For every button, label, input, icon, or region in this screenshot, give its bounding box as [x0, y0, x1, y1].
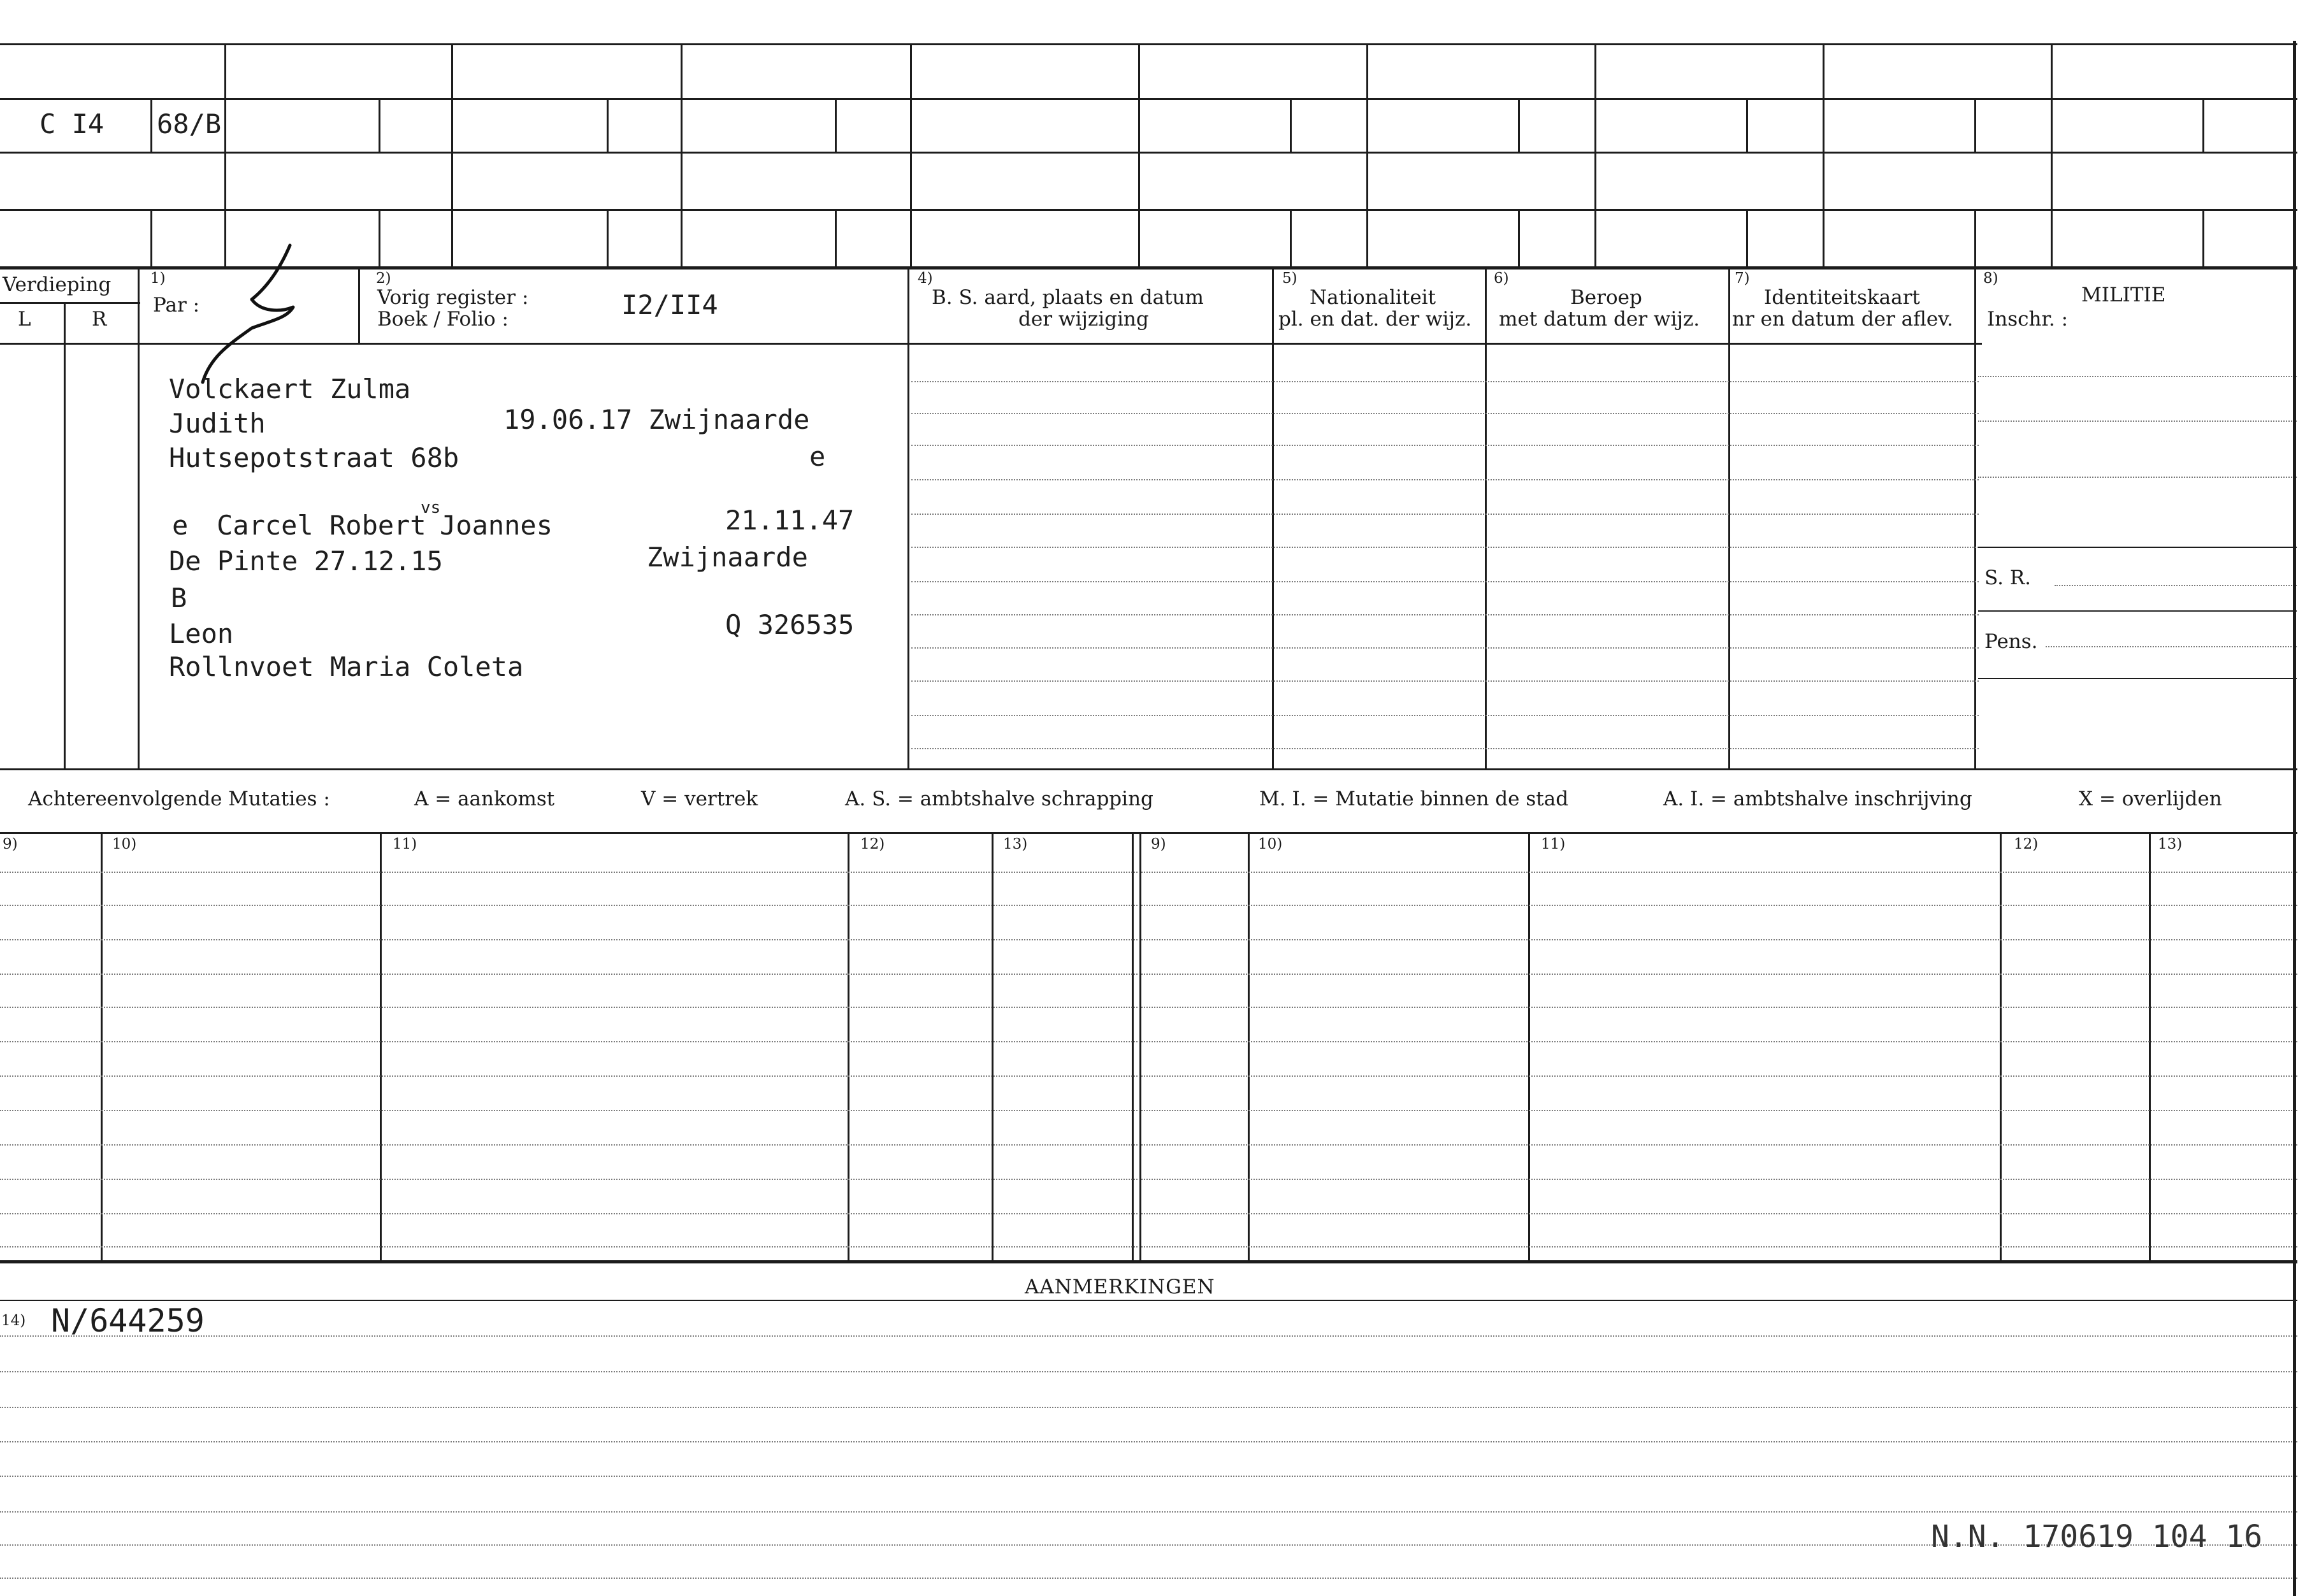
ruled-line [911, 581, 1979, 582]
ruled-line [911, 680, 1979, 682]
ruled-line [0, 1246, 2297, 1247]
spouse-prefix: e [172, 510, 189, 541]
ruled-line [0, 1511, 2297, 1513]
ruled-line [0, 1371, 2297, 1372]
mut-col9-right: 9) [1151, 836, 1166, 852]
verdieping-label: Verdieping [3, 273, 112, 296]
ruled-line [911, 748, 1979, 749]
ruled-line [0, 1407, 2297, 1408]
ruled-line [0, 1110, 2297, 1111]
ruled-line [0, 1179, 2297, 1180]
col2-number: 2) [376, 270, 391, 287]
ruled-line [911, 614, 1979, 615]
mut-col11-left: 11) [393, 836, 417, 852]
mut-col10-left: 10) [112, 836, 137, 852]
rule [848, 833, 849, 1263]
rule [2293, 41, 2296, 1596]
mut-col11-right: 11) [1541, 836, 1566, 852]
spouse-superscript: vs [421, 498, 441, 517]
rule [101, 833, 103, 1263]
ruled-line [911, 514, 1979, 515]
par-label: Par : [153, 294, 200, 317]
ruled-line [0, 939, 2297, 940]
ruled-line [0, 1007, 2297, 1008]
col8-number: 8) [1983, 270, 1998, 287]
mut-col9-left: 9) [3, 836, 18, 852]
rule [1139, 833, 1141, 1263]
ruled-line [0, 1041, 2297, 1042]
mutation-code-as: A. S. = ambtshalve schrapping [845, 787, 1153, 810]
ruled-line [0, 1075, 2297, 1077]
col6-header-line2: met datum der wijz. [1499, 308, 1700, 331]
rule [0, 1300, 2297, 1301]
rule [0, 832, 2297, 834]
ruled-line [0, 1144, 2297, 1146]
col1-number: 1) [150, 270, 166, 287]
inschr-label: Inschr. : [1987, 308, 2069, 331]
spouse-name-continued: Joannes [440, 510, 553, 541]
register-code: C I4 [40, 108, 105, 140]
rule [380, 833, 382, 1263]
first-name: Judith [169, 408, 266, 439]
mut-col10-right: 10) [1258, 836, 1283, 852]
ruled-line [2055, 585, 2297, 586]
col5-number: 5) [1282, 270, 1297, 287]
col7-number: 7) [1735, 270, 1750, 287]
col4-number: 4) [918, 270, 933, 287]
spouse-birth: De Pinte 27.12.15 [169, 545, 443, 577]
ruled-line [0, 1578, 2297, 1579]
ruled-line [1978, 376, 2297, 377]
previous-register-value: I2/II4 [621, 289, 718, 320]
ruled-line [0, 1476, 2297, 1477]
remarks-value: N/644259 [51, 1302, 205, 1339]
boek-folio-label: Boek / Folio : [377, 308, 509, 331]
register-number: 68/B [157, 108, 222, 140]
rule [1248, 833, 1250, 1263]
rule [0, 768, 2297, 770]
vorig-register-label: Vorig register : [377, 286, 529, 309]
ruled-line [911, 445, 1979, 446]
ruled-line [2046, 646, 2297, 647]
marriage-date: 21.11.47 [725, 505, 855, 536]
col6-number: 6) [1494, 270, 1509, 287]
mother-name: Rollnvoet Maria Coleta [169, 651, 524, 682]
ruled-line [911, 715, 1979, 716]
ruled-line [911, 381, 1979, 382]
national-number: N.N. 170619 104 16 [1931, 1519, 2263, 1555]
mut-col13-left: 13) [1003, 836, 1028, 852]
pens-label: Pens. [1984, 630, 2038, 653]
mutation-code-x: X = overlijden [2079, 787, 2222, 810]
verdieping-r-label: R [92, 308, 107, 331]
ruled-line [0, 974, 2297, 975]
rule [1528, 833, 1530, 1263]
col5-header-line1: Nationaliteit [1310, 286, 1436, 309]
ruled-line [911, 413, 1979, 414]
address: Hutsepotstraat 68b [169, 442, 459, 473]
rule [1132, 833, 1134, 1263]
col7-header-line1: Identiteitskaart [1764, 286, 1920, 309]
col4-header-line2: der wijziging [1018, 308, 1149, 331]
rule [1978, 678, 2297, 679]
spouse-name: Carcel Robert [217, 510, 426, 541]
sr-label: S. R. [1984, 566, 2032, 589]
ruled-line [911, 647, 1979, 649]
mutation-code-mi: M. I. = Mutatie binnen de stad [1259, 787, 1569, 810]
remarks-number: 14) [1, 1312, 26, 1329]
marriage-place: Zwijnaarde [647, 542, 808, 573]
marker-e: e [809, 441, 826, 472]
mutation-code-a: A = aankomst [414, 787, 555, 810]
col7-header-line2: nr en datum der aflev. [1732, 308, 1953, 331]
col5-header-line2: pl. en dat. der wijz. [1278, 308, 1472, 331]
mutations-title: Achtereenvolgende Mutaties : [28, 787, 330, 810]
ruled-line [0, 1441, 2297, 1442]
ruled-line [1978, 477, 2297, 478]
ruled-line [911, 547, 1979, 548]
mut-col12-right: 12) [2014, 836, 2039, 852]
ruled-line [0, 905, 2297, 906]
militie-title: MILITIE [2081, 284, 2166, 306]
mutation-code-ai: A. I. = ambtshalve inschrijving [1663, 787, 1972, 810]
ruled-line [911, 479, 1979, 480]
mut-col13-right: 13) [2158, 836, 2183, 852]
father-name: Leon [169, 618, 234, 649]
rule [0, 1260, 2297, 1263]
ruled-line [0, 1335, 2297, 1337]
ruled-line [1978, 421, 2297, 422]
rule [992, 833, 994, 1263]
spouse-nationality: B [171, 582, 187, 614]
remarks-title: AANMERKINGEN [1025, 1276, 1215, 1298]
mut-col12-left: 12) [860, 836, 885, 852]
ruled-line [0, 872, 2297, 873]
birth-date-place: 19.06.17 Zwijnaarde [503, 404, 810, 435]
col4-header-line1: B. S. aard, plaats en datum [932, 286, 1204, 309]
ruled-line [0, 1213, 2297, 1214]
rule [1978, 547, 2297, 548]
rule [2000, 833, 2002, 1263]
rule [2149, 833, 2151, 1263]
id-card-number: Q 326535 [725, 609, 855, 640]
verdieping-l-label: L [18, 308, 31, 331]
surname: Volckaert Zulma [169, 373, 411, 405]
mutation-code-v: V = vertrek [641, 787, 758, 810]
rule [1978, 610, 2297, 612]
col6-header-line1: Beroep [1570, 286, 1642, 309]
